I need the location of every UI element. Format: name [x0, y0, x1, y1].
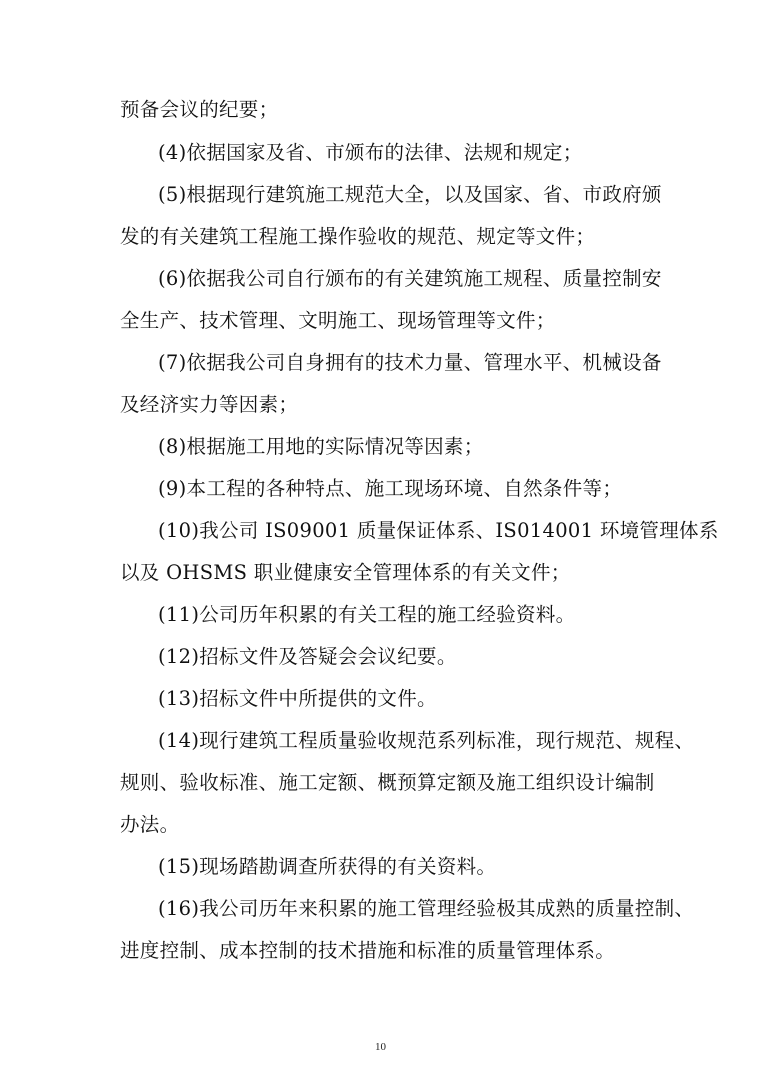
text-line: 全生产、技术管理、文明施工、现场管理等文件；: [120, 309, 556, 332]
text-line: (8)根据施工用地的实际情况等因素；: [158, 435, 484, 458]
text-line: 进度控制、成本控制的技术措施和标准的质量管理体系。: [120, 939, 616, 962]
text-line: 预备会议的纪要；: [120, 98, 279, 121]
text-line: (6)依据我公司自行颁布的有关建筑施工规程、质量控制安: [158, 267, 662, 290]
text-line: (10)我公司 IS09001 质量保证体系、IS014001 环境管理体系: [158, 519, 719, 542]
text-line: 及经济实力等因素；: [120, 393, 299, 416]
text-line: (9)本工程的各种特点、施工现场环境、自然条件等；: [158, 477, 623, 500]
text-line: (14)现行建筑工程质量验收规范系列标准，现行规范、规程、: [158, 729, 695, 752]
text-line: 发的有关建筑工程施工操作验收的规范、规定等文件；: [120, 225, 596, 248]
text-line: 办法。: [120, 813, 180, 836]
text-line: (4)依据国家及省、市颁布的法律、法规和规定；: [158, 141, 583, 164]
text-line: (13)招标文件中所提供的文件。: [158, 687, 437, 710]
text-line: (15)现场踏勘调查所获得的有关资料。: [158, 855, 497, 878]
text-line: (16)我公司历年来积累的施工管理经验极其成熟的质量控制、: [158, 897, 695, 920]
text-line: 规则、验收标准、施工定额、概预算定额及施工组织设计编制: [120, 771, 655, 794]
text-line: 以及 OHSMS 职业健康安全管理体系的有关文件；: [120, 561, 571, 584]
text-line: (11)公司历年积累的有关工程的施工经验资料。: [158, 603, 576, 626]
text-line: (12)招标文件及答疑会会议纪要。: [158, 645, 457, 668]
text-line: (7)依据我公司自身拥有的技术力量、管理水平、机械设备: [158, 351, 662, 374]
text-line: (5)根据现行建筑施工规范大全，以及国家、省、市政府颁: [158, 183, 662, 206]
page-number: 10: [375, 1041, 386, 1053]
